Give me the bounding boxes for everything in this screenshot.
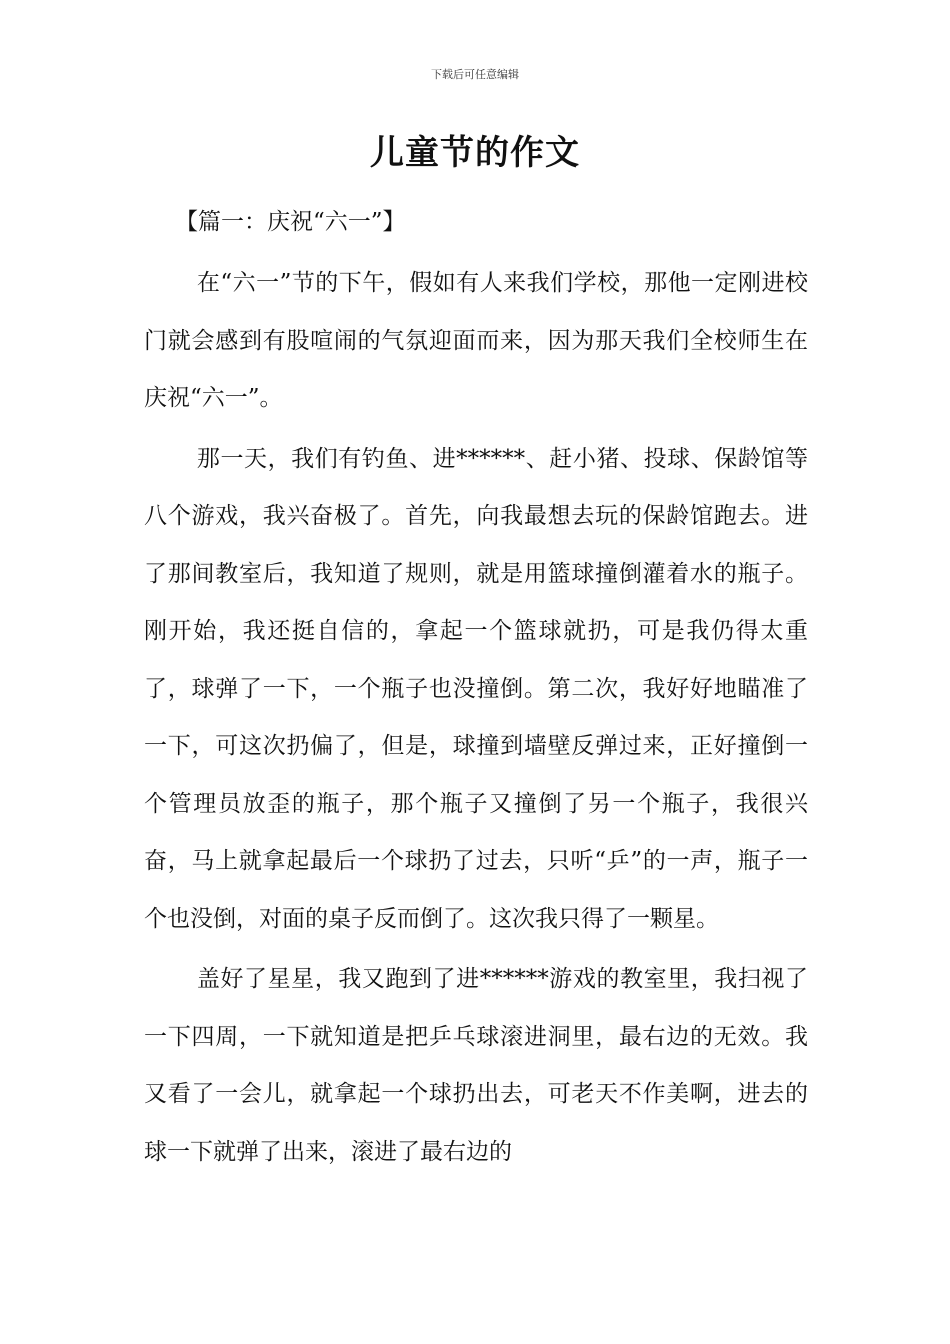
paragraph-1: 在“六一”节的下午，假如有人来我们学校，那他一定刚进校门就会感到有股喧闹的气氛迎面而来，因为那天我们全校师生在庆祝“六一”。 [144, 270, 808, 411]
paragraph-3: 盖好了星星，我又跑到了进******游戏的教室里，我扫视了一下四周，一下就知道是把乒乓球滚进洞里，最右边的无效。我又看了一会儿，就拿起一个球扔出去，可老天不作美啊，进去的球一下就弹了出来，滚进了最右边的 [144, 966, 808, 1165]
document-title: 儿童节的作文 [370, 133, 580, 173]
article-body [144, 255, 808, 1184]
section-heading: 【篇一：庆祝“六一”】 [175, 209, 406, 235]
paragraph-2: 那一天，我们有钓鱼、进******、赶小猪、投球、保龄馆等八个游戏，我兴奋极了。首先，向我最想去玩的保龄馆跑去。进了那间教室后，我知道了规则，就是用篮球撞倒灌着水的瓶子。刚开始，我还挺自信的，拿起一个篮球就扔，可是我仍得太重了，球弹了一下，一个瓶子也没撞倒。第二次，我好好地瞄准了一下，可这次扔偏了，但是，球撞到墙壁反弹过来，正好撞倒一个管理员放歪的瓶子，那个瓶子又撞倒了另一个瓶子，我很兴奋，马上就拿起最后一个球扔了过去，只听“乒”的一声，瓶子一个也没倒，对面的桌子反而倒了。这次我只得了一颗星。 [144, 445, 808, 932]
header-note: 下载后可任意编辑 [431, 68, 519, 81]
